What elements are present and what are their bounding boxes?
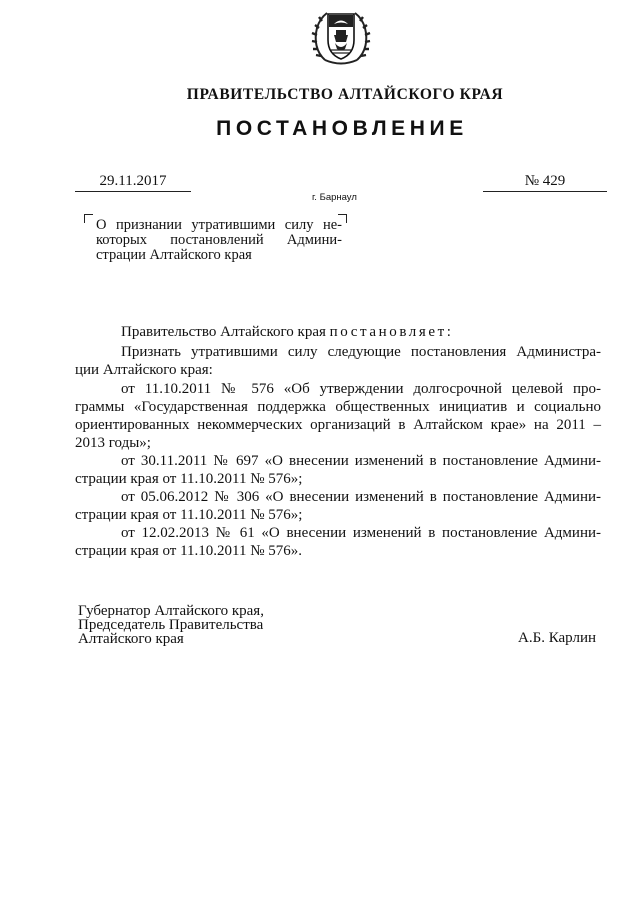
paragraph-2-line-2: граммы «Государственная поддержка общественных инициатив и социально	[75, 399, 601, 415]
decree-intro-keyword: постановляет:	[329, 324, 454, 340]
subject-line-1: О признании утратившими силу не-	[96, 217, 342, 233]
subject-line-3: страции Алтайского края	[96, 247, 252, 263]
decree-intro	[121, 323, 454, 341]
decree-intro-prefix: Правительство Алтайского края	[121, 324, 330, 340]
document-city: г. Барнаул	[312, 192, 357, 203]
signer-name: А.Б. Карлин	[518, 630, 597, 646]
paragraph-1-line-1: Признать утратившими силу следующие постановления Администра-	[121, 344, 601, 360]
paragraph-4-line-1: от 05.06.2012 № 306 «О внесении изменений в постановление Админи-	[121, 489, 601, 505]
paragraph-5-line-2: страции края от 11.10.2011 № 576».	[75, 543, 303, 559]
document-type-title: ПОСТАНОВЛЕНИЕ	[216, 117, 468, 140]
paragraph-3-line-1: от 30.11.2011 № 697 «О внесении изменений в постановление Админи-	[121, 453, 601, 469]
paragraph-4-line-2: страции края от 11.10.2011 № 576»;	[75, 507, 303, 523]
paragraph-1-line-2: ции Алтайского края:	[75, 362, 213, 378]
paragraph-5-line-1: от 12.02.2013 № 61 «О внесении изменений в постановление Админи-	[121, 525, 601, 541]
signer-position-line-2: Председатель Правительства	[78, 617, 264, 633]
subject-line-2: которых постановлений Админи-	[96, 232, 342, 248]
document-number: № 429	[483, 173, 607, 192]
signer-position-line-3: Алтайского края	[78, 631, 184, 647]
paragraph-2-line-3: ориентированных некоммерческих организаций в Алтайском крае» на 2011 –	[75, 417, 601, 433]
document-date: 29.11.2017	[75, 173, 191, 192]
paragraph-2-line-4: 2013 годы»;	[75, 435, 151, 451]
altai-krai-coat-of-arms-icon	[308, 4, 374, 70]
subject-corner-bracket-left	[84, 214, 93, 223]
paragraph-2-line-1: от 11.10.2011 № 576 «Об утверждении долгосрочной целевой про-	[121, 381, 601, 397]
paragraph-3-line-2: страции края от 11.10.2011 № 576»;	[75, 471, 303, 487]
signer-position-line-1: Губернатор Алтайского края,	[78, 603, 264, 619]
government-name: ПРАВИТЕЛЬСТВО АЛТАЙСКОГО КРАЯ	[186, 86, 504, 103]
